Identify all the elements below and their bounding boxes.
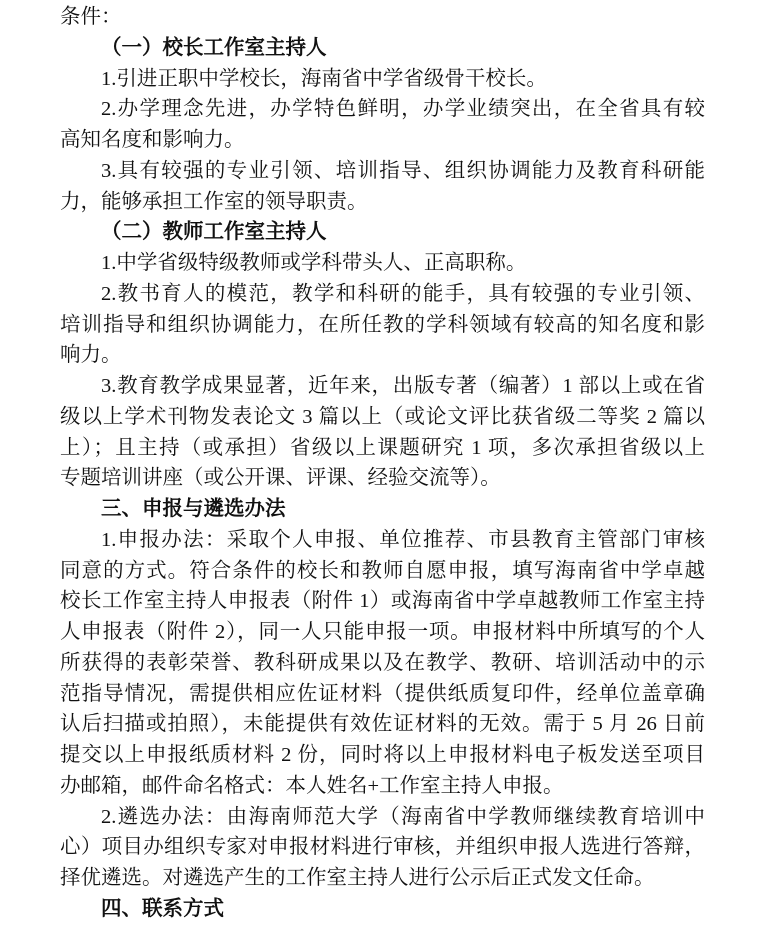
paragraph-line: 2.办学理念先进，办学特色鲜明，办学业绩突出，在全省具有较 <box>101 98 705 121</box>
list-item <box>0 156 773 218</box>
paragraph-line: 2.遴选办法：由海南师范大学（海南省中学教师继续教育培训中 <box>101 805 705 828</box>
paragraph-line: 人申报表（附件 2），同一人只能申报一项。申报材料中所填写的个人 <box>60 621 705 643</box>
lead-text: 条件： <box>60 6 122 28</box>
paragraph-line: 范指导情况，需提供相应佐证材料（提供纸质复印件，经单位盖章确 <box>60 682 705 705</box>
paragraph-line: 所获得的表彰荣誉、教科研成果以及在教学、教研、培训活动中的示 <box>60 651 705 674</box>
paragraph-line: 同意的方式。符合条件的校长和教师自愿申报，填写海南省中学卓越 <box>60 559 705 582</box>
paragraph-line: 择优遴选。对遴选产生的工作室主持人进行公示后正式发文任命。 <box>60 867 655 889</box>
paragraph-line: 心）项目办组织专家对申报材料进行审核，并组织申报人选进行答辩， <box>60 836 705 859</box>
paragraph-line: 1.引进正职中学校长，海南省中学省级骨干校长。 <box>101 67 547 90</box>
section-heading: （一）校长工作室主持人 <box>101 36 327 59</box>
paragraph-line: 响力。 <box>60 344 122 367</box>
paragraph-line: 培训指导和组织协调能力，在所任教的学科领域有较高的知名度和影 <box>60 313 705 336</box>
paragraph-line: 上）；且主持（或承担）省级以上课题研究 1 项，多次承担省级以上 <box>60 436 705 459</box>
paragraph-line: 提交以上申报纸质材料 2 份，同时将以上申报材料电子板发送至项目 <box>60 744 705 766</box>
list-item <box>0 279 773 371</box>
section-heading: （二）教师工作室主持人 <box>101 221 327 244</box>
list-item <box>0 248 773 279</box>
list-item <box>0 525 773 802</box>
paragraph-line: 1.申报办法：采取个人申报、单位推荐、市县教育主管部门审核 <box>101 528 705 551</box>
paragraph-line: 1.中学省级特级教师或学科带头人、正高职称。 <box>101 252 527 274</box>
paragraph-line: 校长工作室主持人申报表（附件 1）或海南省中学卓越教师工作室主持 <box>60 590 705 613</box>
paragraph-line: 认后扫描或拍照），未能提供有效佐证材料的无效。需于 5 月 26 日前 <box>60 713 705 736</box>
paragraph-line: 专题培训讲座（或公开课、评课、经验交流等）。 <box>60 467 501 490</box>
list-item <box>0 94 773 156</box>
paragraph-line: 办邮箱，邮件命名格式：本人姓名+工作室主持人申报。 <box>60 774 564 797</box>
list-item <box>0 371 773 494</box>
section-contact <box>0 894 773 925</box>
list-item <box>0 802 773 894</box>
section-principal-studio-host <box>0 33 773 218</box>
section-teacher-studio-host <box>0 217 773 494</box>
paragraph-line: 3.具有较强的专业引领、培训指导、组织协调能力及教育科研能 <box>101 159 705 182</box>
paragraph-line: 2.教书育人的模范，教学和科研的能手，具有较强的专业引领、 <box>101 282 705 305</box>
section-application-selection <box>0 494 773 894</box>
section-heading: 三、申报与遴选办法 <box>101 498 286 520</box>
paragraph-line: 级以上学术刊物发表论文 3 篇以上（或论文评比获省级二等奖 2 篇以 <box>60 405 705 428</box>
section-heading: 四、联系方式 <box>101 897 224 920</box>
list-item <box>0 64 773 95</box>
paragraph-line: 力，能够承担工作室的领导职责。 <box>60 190 368 213</box>
paragraph-line: 3.教育教学成果显著，近年来，出版专著（编著）1 部以上或在省 <box>101 375 705 397</box>
paragraph-line: 高知名度和影响力。 <box>60 129 245 151</box>
